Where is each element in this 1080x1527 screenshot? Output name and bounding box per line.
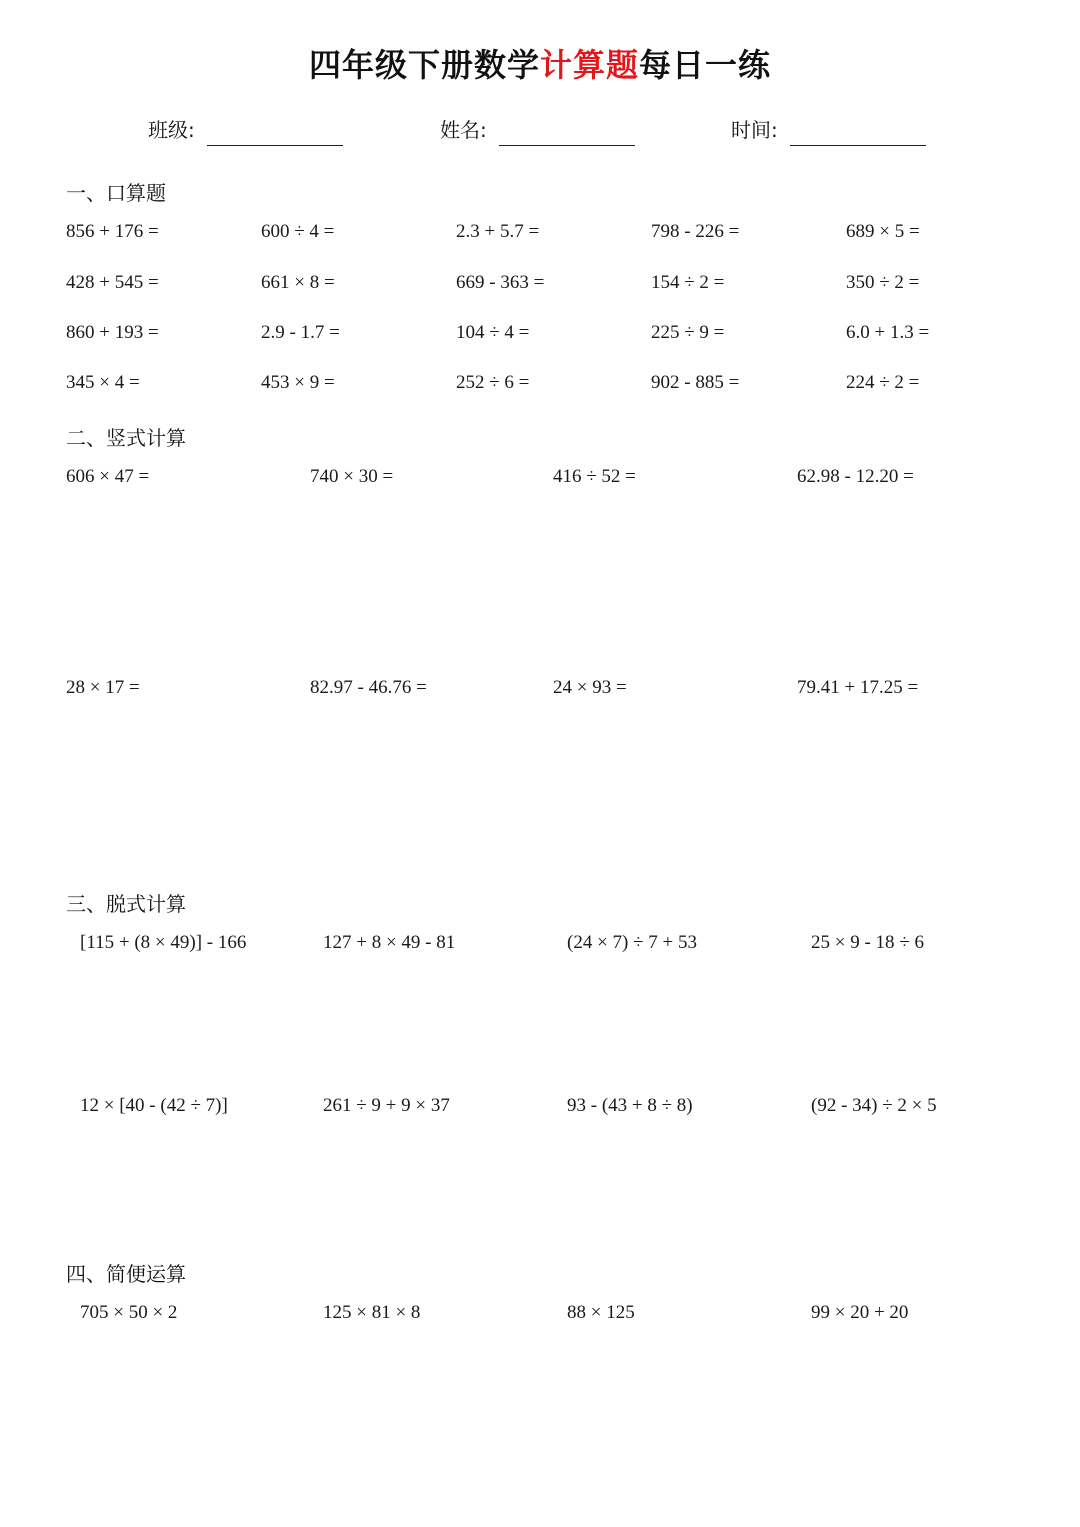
oral-problem: 856 + 176 =: [66, 221, 159, 242]
oral-problem: 104 ÷ 4 =: [456, 322, 530, 343]
oral-problem: 2.3 + 5.7 =: [456, 221, 540, 242]
stepwise-problem: 12 × [40 - (42 ÷ 7)]: [80, 1095, 228, 1116]
vertical-problem: 79.41 + 17.25 =: [797, 677, 919, 698]
stepwise-problem: 261 ÷ 9 + 9 × 37: [323, 1095, 450, 1116]
name-field: [440, 112, 635, 148]
simplify-problem: 99 × 20 + 20: [811, 1302, 909, 1323]
oral-problem: 2.9 - 1.7 =: [261, 322, 340, 343]
class-blank[interactable]: [207, 112, 343, 146]
section-heading-stepwise: 三、脱式计算: [66, 892, 186, 916]
class-label: 班级:: [148, 118, 195, 142]
simplify-problem: 125 × 81 × 8: [323, 1302, 421, 1323]
oral-problem: 661 × 8 =: [261, 272, 335, 293]
stepwise-problem: (92 - 34) ÷ 2 × 5: [811, 1095, 937, 1116]
vertical-problem: 62.98 - 12.20 =: [797, 466, 914, 487]
oral-problem: 350 ÷ 2 =: [846, 272, 920, 293]
oral-problem: 225 ÷ 9 =: [651, 322, 725, 343]
oral-problem: 902 - 885 =: [651, 372, 740, 393]
info-row: [0, 112, 1080, 152]
stepwise-problem: (24 × 7) ÷ 7 + 53: [567, 932, 698, 953]
oral-problem: 6.0 + 1.3 =: [846, 322, 930, 343]
oral-problem: 345 × 4 =: [66, 372, 140, 393]
oral-problem: 252 ÷ 6 =: [456, 372, 530, 393]
time-field: [731, 112, 926, 148]
vertical-problem: 28 × 17 =: [66, 677, 140, 698]
stepwise-problem: 25 × 9 - 18 ÷ 6: [811, 932, 924, 953]
title-part-1: 四年级下册数学: [308, 46, 540, 84]
stepwise-problem: [115 + (8 × 49)] - 166: [80, 932, 247, 953]
vertical-problem: 82.97 - 46.76 =: [310, 677, 427, 698]
oral-problem: 453 × 9 =: [261, 372, 335, 393]
section-heading-oral: 一、口算题: [66, 181, 166, 205]
section-heading-vertical: 二、竖式计算: [66, 426, 186, 450]
oral-problem: 798 - 226 =: [651, 221, 740, 242]
title-highlight: 计算题: [539, 46, 639, 84]
time-blank[interactable]: [790, 112, 926, 146]
page-title: [0, 40, 1080, 86]
vertical-problem: 606 × 47 =: [66, 466, 150, 487]
oral-problem: 224 ÷ 2 =: [846, 372, 920, 393]
name-blank[interactable]: [499, 112, 635, 146]
oral-problem: 669 - 363 =: [456, 272, 545, 293]
stepwise-problem: 127 + 8 × 49 - 81: [323, 932, 456, 953]
oral-problem: 689 × 5 =: [846, 221, 920, 242]
oral-problem: 154 ÷ 2 =: [651, 272, 725, 293]
vertical-problem: 416 ÷ 52 =: [553, 466, 636, 487]
simplify-problem: 88 × 125: [567, 1302, 635, 1323]
vertical-problem: 740 × 30 =: [310, 466, 394, 487]
class-field: [148, 112, 343, 148]
oral-problem: 860 + 193 =: [66, 322, 159, 343]
name-label: 姓名:: [440, 118, 487, 142]
title-part-3: 每日一练: [639, 46, 772, 84]
simplify-problem: 705 × 50 × 2: [80, 1302, 178, 1323]
section-heading-simplify: 四、简便运算: [66, 1262, 186, 1286]
time-label: 时间:: [731, 118, 778, 142]
vertical-problem: 24 × 93 =: [553, 677, 627, 698]
oral-problem: 600 ÷ 4 =: [261, 221, 335, 242]
oral-problem: 428 + 545 =: [66, 272, 159, 293]
stepwise-problem: 93 - (43 + 8 ÷ 8): [567, 1095, 693, 1116]
